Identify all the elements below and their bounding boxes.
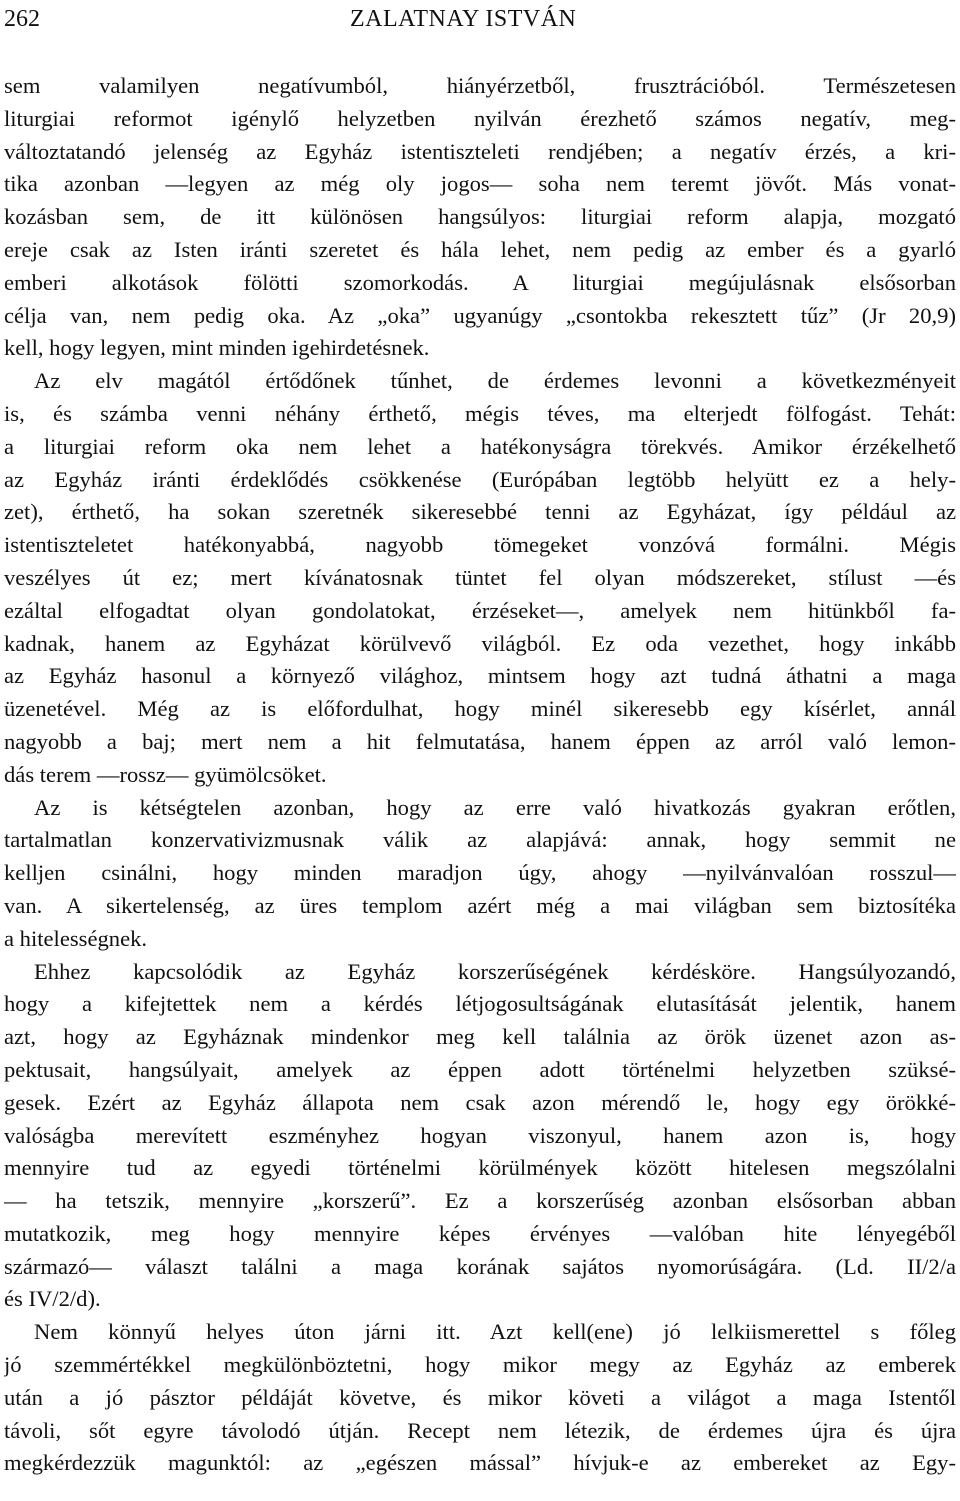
text-line: kadnak, hanem az Egyházat körülvevő világból. Ez oda vezethet, hogy inkább xyxy=(4,630,956,656)
text-line: kozásban sem, de itt különösen hangsúlyos: liturgiai reform alapja, mozgató xyxy=(4,204,956,230)
text-line: távoli, sőt egyre távolodó útján. Recept nem létezik, de érdemes újra és újra xyxy=(4,1417,956,1443)
text-line: valóságba merevített eszményhez hogyan viszonyul, hanem azon is, hogy xyxy=(4,1122,956,1148)
text-line: hogy a kifejtettek nem a kérdés létjogosultságának elutasítását jelentik, hanem xyxy=(4,991,956,1017)
text-line: ezáltal elfogadtat olyan gondolatokat, érzéseket—, amelyek nem hitünkből fa- xyxy=(4,597,956,623)
text-line: emberi alkotások fölötti szomorkodás. A liturgiai megújulásnak elsősorban xyxy=(4,269,956,295)
text-line: van. A sikertelenség, az üres templom azért még a mai világban sem biztosítéka xyxy=(4,892,956,918)
paragraph-4 xyxy=(4,956,956,1317)
text-line: dás terem —rossz— gyümölcsöket. xyxy=(4,761,327,787)
text-line: származó— választ találni a maga korának sajátos nyomorúságára. (Ld. II/2/a xyxy=(4,1253,956,1279)
text-line: változtatandó jelenség az Egyház istentiszteleti rendjében; a negatív érzés, a kri- xyxy=(4,138,956,164)
page-header xyxy=(4,2,956,42)
text-line: pektusait, hangsúlyait, amelyek az éppen adott történelmi helyzetben szüksé- xyxy=(4,1056,956,1082)
text-line: is, és számba venni néhány érthető, mégis téves, ma elterjedt fölfogást. Tehát: xyxy=(4,400,956,426)
text-line: istentiszteletet hatékonyabbá, nagyobb tömegeket vonzóvá formálni. Mégis xyxy=(4,532,956,558)
running-title: ZALATNAY ISTVÁN xyxy=(350,6,577,32)
page-number: 262 xyxy=(4,6,40,32)
text-line: tika azonban —legyen az még oly jogos— soha nem teremt jövőt. Más vonat- xyxy=(4,171,956,197)
text-line: az Egyház iránti érdeklődés csökkenése (Európában legtöbb helyütt ez a hely- xyxy=(4,466,956,492)
text-line: kelljen csinálni, hogy minden maradjon úgy, ahogy —nyilvánvalóan rosszul— xyxy=(4,860,956,886)
text-line: jó szemmértékkel megkülönböztetni, hogy mikor megy az Egyház az emberek xyxy=(4,1352,956,1378)
text-line: Az elv magától értődőnek tűnhet, de érdemes levonni a következményeit xyxy=(34,368,956,394)
text-line: kell, hogy legyen, mint minden igehirdetésnek. xyxy=(4,335,430,361)
text-line: gesek. Ezért az Egyház állapota nem csak azon mérendő le, hogy egy örökké- xyxy=(4,1089,956,1115)
text-line: Az is kétségtelen azonban, hogy az erre való hivatkozás gyakran erőtlen, xyxy=(34,794,956,820)
text-line: veszélyes út ez; mert kívánatosnak tüntet fel olyan módszereket, stílust —és xyxy=(4,564,956,590)
body-text xyxy=(4,70,956,1480)
paragraph-5 xyxy=(4,1316,956,1480)
text-line: Nem könnyű helyes úton járni itt. Azt kell(ene) jó lelkiismerettel s főleg xyxy=(34,1319,956,1345)
paragraph-1 xyxy=(4,70,956,365)
text-line: azt, hogy az Egyháznak mindenkor meg kell találnia az örök üzenet azon as- xyxy=(4,1024,956,1050)
text-line: célja van, nem pedig oka. Az „oka” ugyanúgy „csontokba rekesztett tűz” (Jr 20,9) xyxy=(4,302,956,328)
paragraph-2 xyxy=(4,365,956,791)
text-line: mutatkozik, meg hogy mennyire képes érvényes —valóban hite lényegéből xyxy=(4,1220,956,1246)
text-line: után a jó pásztor példáját követve, és mikor követi a világot a maga Istentől xyxy=(4,1384,956,1410)
text-line: az Egyház hasonul a környező világhoz, mintsem hogy azt tudná áthatni a maga xyxy=(4,663,956,689)
text-line: Ehhez kapcsolódik az Egyház korszerűségének kérdésköre. Hangsúlyozandó, xyxy=(34,958,956,984)
text-line: nagyobb a baj; mert nem a hit felmutatása, hanem éppen az arról való lemon- xyxy=(4,728,956,754)
text-line: megkérdezzük magunktól: az „egészen mással” hívjuk-e az embereket az Egy- xyxy=(4,1450,956,1476)
text-line: üzenetével. Még az is előfordulhat, hogy minél sikeresebb egy kísérlet, annál xyxy=(4,696,956,722)
text-line: zet), érthető, ha sokan szeretnék sikeresebbé tenni az Egyházat, így például az xyxy=(4,499,956,525)
text-line: tartalmatlan konzervativizmusnak válik az alapjává: annak, hogy semmit ne xyxy=(4,827,956,853)
text-line: a liturgiai reform oka nem lehet a hatékonyságra törekvés. Amikor érzékelhető xyxy=(4,433,956,459)
text-line: liturgiai reformot igénylő helyzetben nyilván érezhető számos negatív, meg- xyxy=(4,105,956,131)
text-line: ereje csak az Isten iránti szeretet és hála lehet, nem pedig az ember és a gyarló xyxy=(4,236,956,262)
text-line: sem valamilyen negatívumból, hiányérzetből, frusztrációból. Természetesen xyxy=(4,73,956,98)
text-line: a hitelességnek. xyxy=(4,925,148,951)
text-line: — ha tetszik, mennyire „korszerű”. Ez a korszerűség azonban elsősorban abban xyxy=(4,1188,956,1214)
paragraph-3 xyxy=(4,792,956,956)
text-line: mennyire tud az egyedi történelmi körülmények között hitelesen megszólalni xyxy=(4,1155,956,1181)
text-line: és IV/2/d). xyxy=(4,1286,101,1312)
